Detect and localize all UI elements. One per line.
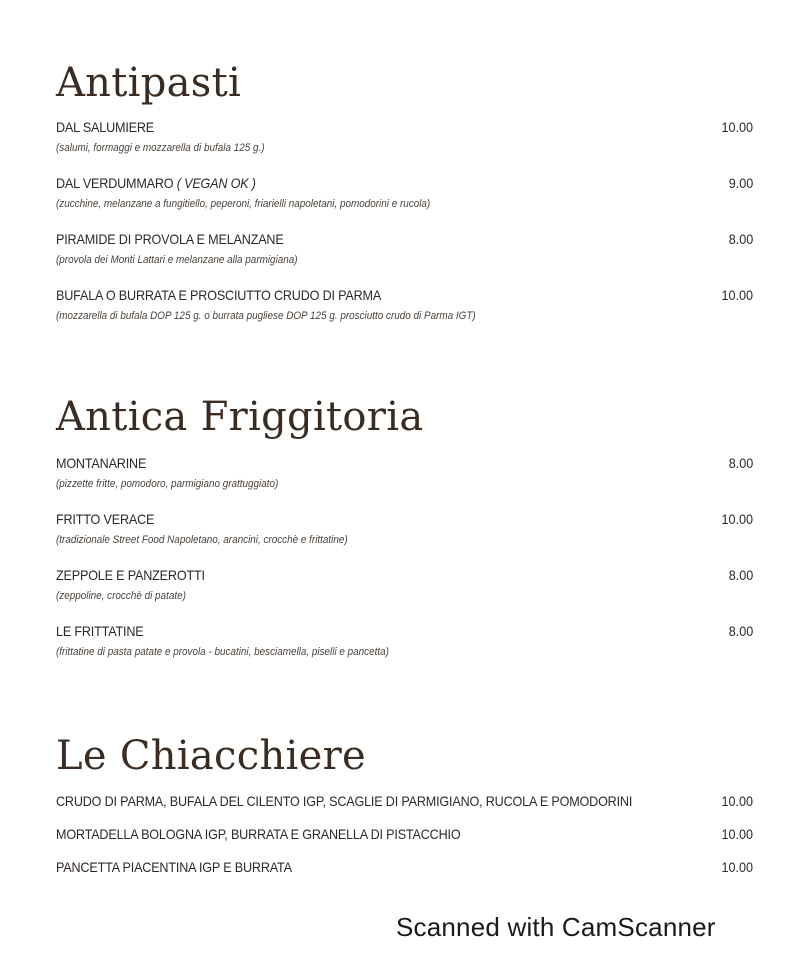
item-name: MORTADELLA BOLOGNA IGP, BURRATA E GRANELLA DI PISTACCHIO xyxy=(56,826,461,842)
section-title-le-chiacchiere: Le Chiacchiere xyxy=(56,733,366,779)
section-title-antica-friggitoria: Antica Friggitoria xyxy=(56,394,424,440)
item-description: (zucchine, melanzane a fungitiello, peperoni, friarielli napoletani, pomodorini e rucola) xyxy=(56,198,431,210)
item-price: 10.00 xyxy=(721,511,753,527)
item-name: PANCETTA PIACENTINA IGP E BURRATA xyxy=(56,859,292,875)
menu-item-pancetta xyxy=(56,859,753,879)
menu-item-dal-verdummaro xyxy=(56,175,753,210)
item-price: 8.00 xyxy=(728,455,753,471)
item-description: (provola dei Monti Lattari e melanzane alla parmigiana) xyxy=(56,254,298,266)
item-name: DAL VERDUMMARO ( VEGAN OK ) xyxy=(56,175,256,191)
item-name: ZEPPOLE E PANZEROTTI xyxy=(56,567,205,583)
menu-item-crudo-di-parma xyxy=(56,793,753,813)
item-description: (mozzarella di bufala DOP 125 g. o burrata pugliese DOP 125 g. prosciutto crudo di Parma IGT) xyxy=(56,310,476,322)
item-price: 8.00 xyxy=(728,231,753,247)
item-price: 10.00 xyxy=(721,793,753,809)
item-name: FRITTO VERACE xyxy=(56,511,155,527)
menu-item-bufala-burrata xyxy=(56,287,753,322)
item-price: 10.00 xyxy=(721,119,753,135)
item-price: 8.00 xyxy=(728,623,753,639)
item-description: (tradizionale Street Food Napoletano, arancini, crocchè e frittatine) xyxy=(56,534,348,546)
vegan-tag: ( VEGAN OK ) xyxy=(176,175,256,191)
item-price: 10.00 xyxy=(721,287,753,303)
item-name: CRUDO DI PARMA, BUFALA DEL CILENTO IGP, SCAGLIE DI PARMIGIANO, RUCOLA E POMODORINI xyxy=(56,793,633,809)
item-price: 8.00 xyxy=(728,567,753,583)
menu-item-frittatine xyxy=(56,623,753,658)
item-price: 10.00 xyxy=(721,859,753,875)
camscanner-watermark: Scanned with CamScanner xyxy=(396,912,716,942)
item-name: LE FRITTATINE xyxy=(56,623,144,639)
menu-item-zeppole xyxy=(56,567,753,602)
item-name: BUFALA O BURRATA E PROSCIUTTO CRUDO DI PARMA xyxy=(56,287,382,303)
menu-item-piramide xyxy=(56,231,753,266)
item-name: PIRAMIDE DI PROVOLA E MELANZANE xyxy=(56,231,284,247)
item-description: (frittatine di pasta patate e provola - bucatini, besciamella, piselli e pancetta) xyxy=(56,646,389,658)
item-description: (pizzette fritte, pomodoro, parmigiano grattuggiato) xyxy=(56,478,279,490)
menu-item-montanarine xyxy=(56,455,753,490)
section-title-antipasti: Antipasti xyxy=(56,60,242,106)
item-price: 10.00 xyxy=(721,826,753,842)
item-name: MONTANARINE xyxy=(56,455,147,471)
item-name: DAL SALUMIERE xyxy=(56,119,155,135)
menu-item-fritto-verace xyxy=(56,511,753,546)
item-description: (salumi, formaggi e mozzarella di bufala 125 g.) xyxy=(56,142,265,154)
item-price: 9.00 xyxy=(728,175,753,191)
menu-item-mortadella xyxy=(56,826,753,846)
menu-item-dal-salumiere xyxy=(56,119,753,154)
item-description: (zeppoline, crocchè di patate) xyxy=(56,590,186,602)
